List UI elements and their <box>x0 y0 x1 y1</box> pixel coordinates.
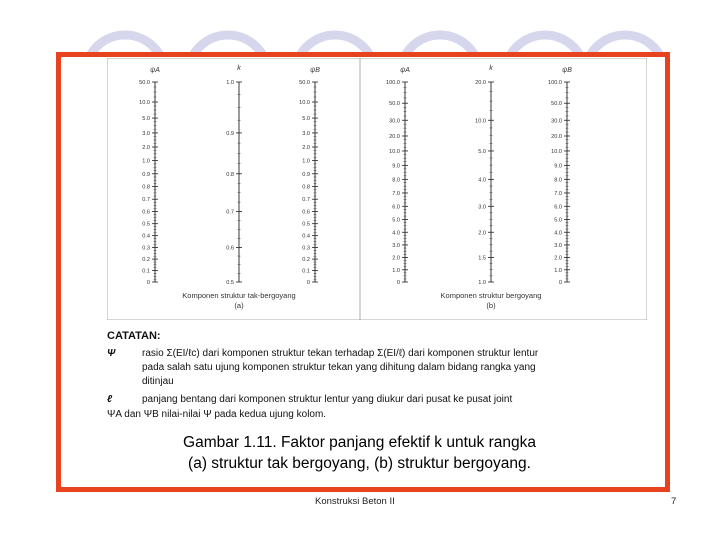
panel-b-right-tick-label: 30.0 <box>551 118 562 125</box>
panel-b-label: Komponen struktur bergoyang <box>440 291 542 300</box>
panel-a-left-tick-label: 1.0 <box>142 158 150 165</box>
panel-a-right-tick-label: 0.7 <box>302 197 310 204</box>
panel-a-right-tick-label: 0.2 <box>302 257 310 264</box>
panel-b-right-tick-label: 3.0 <box>554 242 562 249</box>
panel-a-right-tick-label: 3.0 <box>302 130 310 137</box>
panel-b-right-tick-label: 9.0 <box>554 163 562 170</box>
panel-a-right-tick-label: 0.1 <box>302 268 310 275</box>
panel-a-left-tick-label: 0.6 <box>142 209 150 216</box>
panel-a-right-tick-label: 0.5 <box>302 221 310 228</box>
panel-a-right-tick-label: 2.0 <box>302 145 310 152</box>
alignment-chart <box>107 58 647 320</box>
panel-a-k-tick-label: 0.7 <box>226 209 234 216</box>
panel-a-right-header: ψB <box>310 67 320 74</box>
panel-b-right-tick-label: 50.0 <box>551 101 562 108</box>
panel-b-left-tick-label: 30.0 <box>389 118 400 125</box>
panel-a-left-tick-label: 0 <box>146 280 150 286</box>
panel-a-k-tick-label: 0.8 <box>226 171 234 178</box>
caption-line-1: Gambar 1.11. Faktor panjang efektif k untuk rangka <box>183 434 536 451</box>
panel-a-k-tick-label: 0.6 <box>226 245 234 252</box>
panel-b-left-tick-label: 3.0 <box>392 242 400 249</box>
panel-b-left-tick-label: 7.0 <box>392 190 400 197</box>
psi-symbol: Ψ <box>107 348 116 359</box>
panel-b-sub: (b) <box>486 301 496 310</box>
psi-definition-line-3: ditinjau <box>142 376 174 387</box>
panel-a-left-tick-label: 0.7 <box>142 197 150 204</box>
panel-a-left-tick-label: 0.2 <box>142 257 150 264</box>
panel-b-k-tick-label: 10.0 <box>475 118 486 125</box>
panel-a-k-header: k <box>237 65 241 72</box>
panel-a-sub: (a) <box>234 301 244 310</box>
panel-a-left-tick-label: 0.5 <box>142 221 150 228</box>
panel-b-left-tick-label: 4.0 <box>392 230 400 237</box>
panel-b-left-tick-label: 10.0 <box>389 148 400 155</box>
notes <box>107 330 652 430</box>
panel-a-left-header: ψA <box>150 67 160 74</box>
panel-a-left-tick-label: 5.0 <box>142 116 150 123</box>
page-number: 7 <box>671 496 677 507</box>
panel-a-left-tick-label: 0.1 <box>142 268 150 275</box>
psi-ab-definition: ΨA dan ΨB nilai-nilai Ψ pada kedua ujung kolom. <box>107 409 327 420</box>
panel-b-left-tick-label: 5.0 <box>392 217 400 224</box>
panel-b-right-tick-label: 5.0 <box>554 217 562 224</box>
panel-b-k-tick-label: 3.0 <box>478 204 486 211</box>
panel-a-k-tick-label: 0.9 <box>226 130 234 137</box>
panel-b-right-tick-label: 4.0 <box>554 230 562 237</box>
panel-a-left-tick-label: 2.0 <box>142 145 150 152</box>
panel-b-left-tick-label: 2.0 <box>392 255 400 262</box>
panel-b-left-tick-label: 8.0 <box>392 177 400 184</box>
panel-a-left-tick-label: 10.0 <box>139 100 150 107</box>
notes-heading: CATATAN: <box>107 330 161 342</box>
panel-a-right-tick-label: 0.9 <box>302 171 310 178</box>
panel-a-right-tick-label: 5.0 <box>302 116 310 123</box>
panel-a-left-tick-label: 0.9 <box>142 171 150 178</box>
panel-a-k-tick-label: 0.5 <box>226 280 234 286</box>
panel-a-left-tick-label: 0.8 <box>142 184 150 191</box>
panel-a-label: Komponen struktur tak-bergoyang <box>182 291 296 300</box>
panel-a-right-tick-label: 50.0 <box>299 80 310 86</box>
panel-a-right-tick-label: 0.6 <box>302 209 310 216</box>
panel-b-k-tick-label: 4.0 <box>478 177 486 184</box>
panel-b-right-tick-label: 10.0 <box>551 148 562 155</box>
panel-b-right-tick-label: 7.0 <box>554 190 562 197</box>
psi-definition-line-1: rasio Σ(EI/ℓc) dari komponen struktur tekan terhadap Σ(EI/ℓ) dari komponen struktur lentur <box>142 348 539 359</box>
panel-b-right-tick-label: 20.0 <box>551 133 562 140</box>
panel-a-right-tick-label: 0.8 <box>302 184 310 191</box>
panel-a-left-tick-label: 3.0 <box>142 130 150 137</box>
panel-b-left-tick-label: 6.0 <box>392 204 400 211</box>
panel-b-right-tick-label: 100.0 <box>548 80 562 86</box>
figure-caption <box>107 432 612 474</box>
panel-a-right-tick-label: 0.3 <box>302 245 310 252</box>
caption-line-2: (a) struktur tak bergoyang, (b) struktur bergoyang. <box>188 455 531 472</box>
panel-b-k-tick-label: 2.0 <box>478 230 486 237</box>
footer-title: Konstruksi Beton II <box>315 496 395 507</box>
panel-b-k-tick-label: 5.0 <box>478 148 486 155</box>
panel-a-right-tick-label: 10.0 <box>299 100 310 107</box>
panel-b-right-tick-label: 2.0 <box>554 255 562 262</box>
panel-b-left-header: ψA <box>400 67 410 74</box>
panel-b-left-tick-label: 9.0 <box>392 163 400 170</box>
panel-b-right-tick-label: 6.0 <box>554 204 562 211</box>
panel-a-right-tick-label: 0.4 <box>302 233 310 240</box>
panel-b-right-tick-label: 8.0 <box>554 177 562 184</box>
panel-a-k-tick-label: 1.0 <box>226 80 234 86</box>
panel-a-left-tick-label: 0.4 <box>142 233 150 240</box>
psi-definition-line-2: pada salah satu ujung komponen struktur tekan yang dihitung dalam bidang rangka yang <box>142 362 536 373</box>
ell-symbol: ℓ <box>107 394 113 405</box>
panel-b-left-tick-label: 20.0 <box>389 133 400 140</box>
panel-b-k-tick-label: 20.0 <box>475 80 486 86</box>
panel-a-right-tick-label: 0 <box>306 280 310 286</box>
panel-b-left-tick-label: 1.0 <box>392 267 400 274</box>
panel-b-right-tick-label: 1.0 <box>554 267 562 274</box>
ell-definition: panjang bentang dari komponen struktur lentur yang diukur dari pusat ke pusat joint <box>142 394 513 405</box>
panel-b-left-tick-label: 0 <box>396 280 400 286</box>
panel-b-right-header: ψB <box>562 67 572 74</box>
panel-b-k-tick-label: 1.0 <box>478 280 486 286</box>
panel-a-right-tick-label: 1.0 <box>302 158 310 165</box>
panel-b-k-header: k <box>489 65 493 72</box>
panel-a-left-tick-label: 0.3 <box>142 245 150 252</box>
panel-b-left-tick-label: 50.0 <box>389 101 400 108</box>
panel-b-left-tick-label: 100.0 <box>386 80 400 86</box>
panel-b-k-tick-label: 1.5 <box>478 255 486 262</box>
panel-a-left-tick-label: 50.0 <box>139 80 150 86</box>
panel-b-right-tick-label: 0 <box>558 280 562 286</box>
